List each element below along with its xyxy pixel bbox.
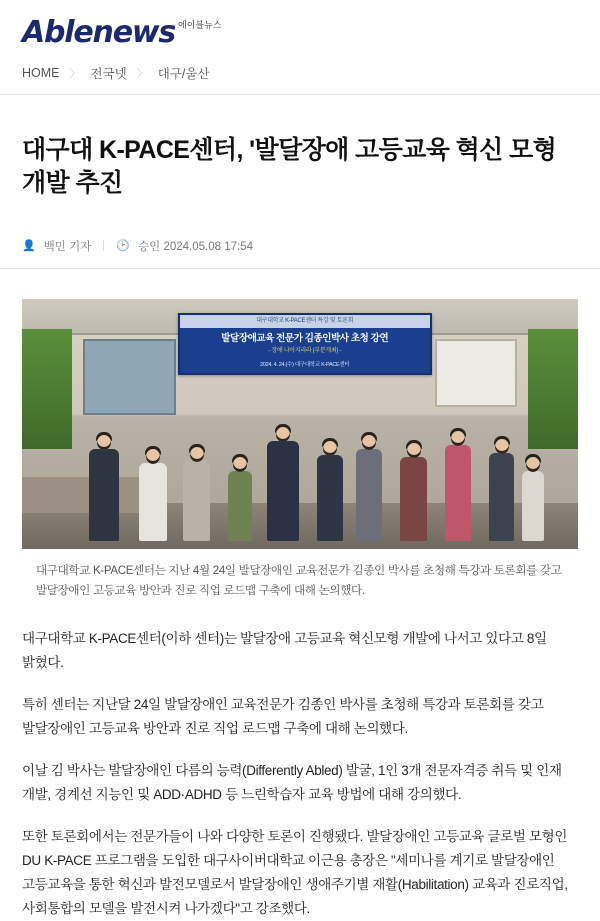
head-shape [407, 443, 421, 458]
head-shape [146, 449, 160, 464]
photo-person [183, 461, 210, 541]
article-body [0, 601, 600, 921]
byline-divider-rule [0, 268, 600, 269]
byline [0, 218, 600, 254]
banner-sub2-text: 2024. 4. 24.(수) 대구대학교 K-PACE센터 [260, 361, 350, 368]
head-shape [233, 457, 247, 472]
author-name[interactable]: 백민 기자 [43, 240, 92, 253]
logo-primary-text: Able [22, 15, 93, 50]
breadcrumb-item-national[interactable]: 전국넷 [90, 67, 127, 81]
head-shape [362, 435, 376, 450]
head-shape [495, 439, 509, 454]
photo-window [83, 339, 176, 415]
photo-person [267, 441, 299, 541]
logo-text [22, 15, 222, 50]
banner-main-text: 발달장애교육 전문가 김종인박사 초청 강연 [221, 332, 389, 344]
photo-person [228, 471, 252, 541]
header-divider [0, 94, 600, 95]
photo-person [139, 463, 167, 541]
photo-green-panel-right [528, 329, 578, 449]
figure-caption: 대구대학교 K-PACE센터는 지난 4월 24일 발달장애인 교육전문가 김종인 박사를 초청해 특강과 토론회를 갖고 발달장애인 고등교육 방안과 진로 직업 로드맵 구축에 대해 논의했다. [36, 564, 562, 597]
body-paragraph: 또한 토론회에서는 전문가들이 나와 다양한 토론이 진행됐다. 발달장애인 고등교육 글로벌 모형인 DU K-PACE 프로그램을 도입한 대구사이버대학교 이근용 총장은 "세미나를 계기로 발달장애인 고등교육을 통한 혁신과 발전모델로서 발달장애인 생애주기별 재활(Habilitation) 교육과 진로직업, 사회통합의 모델을 발전시켜 나가겠다"고 강조했다. [22, 828, 568, 916]
clock-icon: 🕑 [116, 240, 131, 252]
photo-person [445, 445, 471, 541]
byline-divider [103, 240, 104, 251]
logo-secondary-text: news [92, 15, 176, 50]
head-shape [526, 457, 540, 472]
breadcrumb [0, 64, 600, 82]
photo-person [89, 449, 119, 541]
photo-person [317, 455, 343, 541]
photo-event-banner [178, 313, 432, 375]
chevron-right-icon: 〉 [136, 68, 148, 80]
head-shape [323, 441, 337, 456]
photo-green-panel-left [22, 329, 72, 449]
head-shape [190, 447, 204, 462]
published-date: 승인 2024.05.08 17:54 [138, 240, 253, 253]
logo-sub-text: 에이블뉴스 [178, 20, 222, 30]
body-paragraph: 대구대학교 K-PACE센터(이하 센터)는 발달장애 고등교육 혁신모형 개발에 나서고 있다고 8일 밝혔다. [22, 630, 547, 670]
photo-person [356, 449, 382, 541]
photo-person [400, 457, 427, 541]
chevron-right-icon: 〉 [69, 68, 81, 80]
person-icon: 👤 [22, 240, 36, 252]
photo-person [522, 471, 544, 541]
body-paragraph: 특히 센터는 지난달 24일 발달장애인 교육전문가 김종인 박사를 초청해 특강과 토론회를 갖고 발달장애인 고등교육 방안과 진로 직업 로드맵 구축에 대해 논의했다. [22, 696, 544, 736]
site-logo[interactable] [22, 15, 578, 50]
head-shape [451, 431, 465, 446]
banner-sub-text: - 장애 나아지리라 (부분개최) - [268, 347, 342, 354]
head-shape [276, 427, 290, 442]
page-title: 대구대 K-PACE센터, '발달장애 고등교육 혁신 모형 개발 추진 [22, 135, 557, 198]
photo-person [489, 453, 514, 541]
article-figure [22, 299, 578, 601]
article-photo [22, 299, 578, 549]
breadcrumb-item-region[interactable]: 대구/울산 [157, 67, 210, 81]
photo-desk [22, 475, 144, 513]
head-shape [97, 435, 111, 450]
breadcrumb-item-home[interactable]: HOME [22, 66, 60, 80]
photo-whiteboard [435, 339, 517, 407]
body-paragraph: 이날 김 박사는 발달장애인 다름의 능력(Differently Abled) 발굴, 1인 3개 전문자격증 취득 및 인재 개발, 경계선 지능인 및 ADD·ADHD 등 느린학습자 교육 방법에 대해 강의했다. [22, 762, 562, 802]
banner-top-text: 대구대학교 K-PACE센터 특강 및 토론회 [180, 315, 430, 328]
site-header [0, 0, 600, 48]
